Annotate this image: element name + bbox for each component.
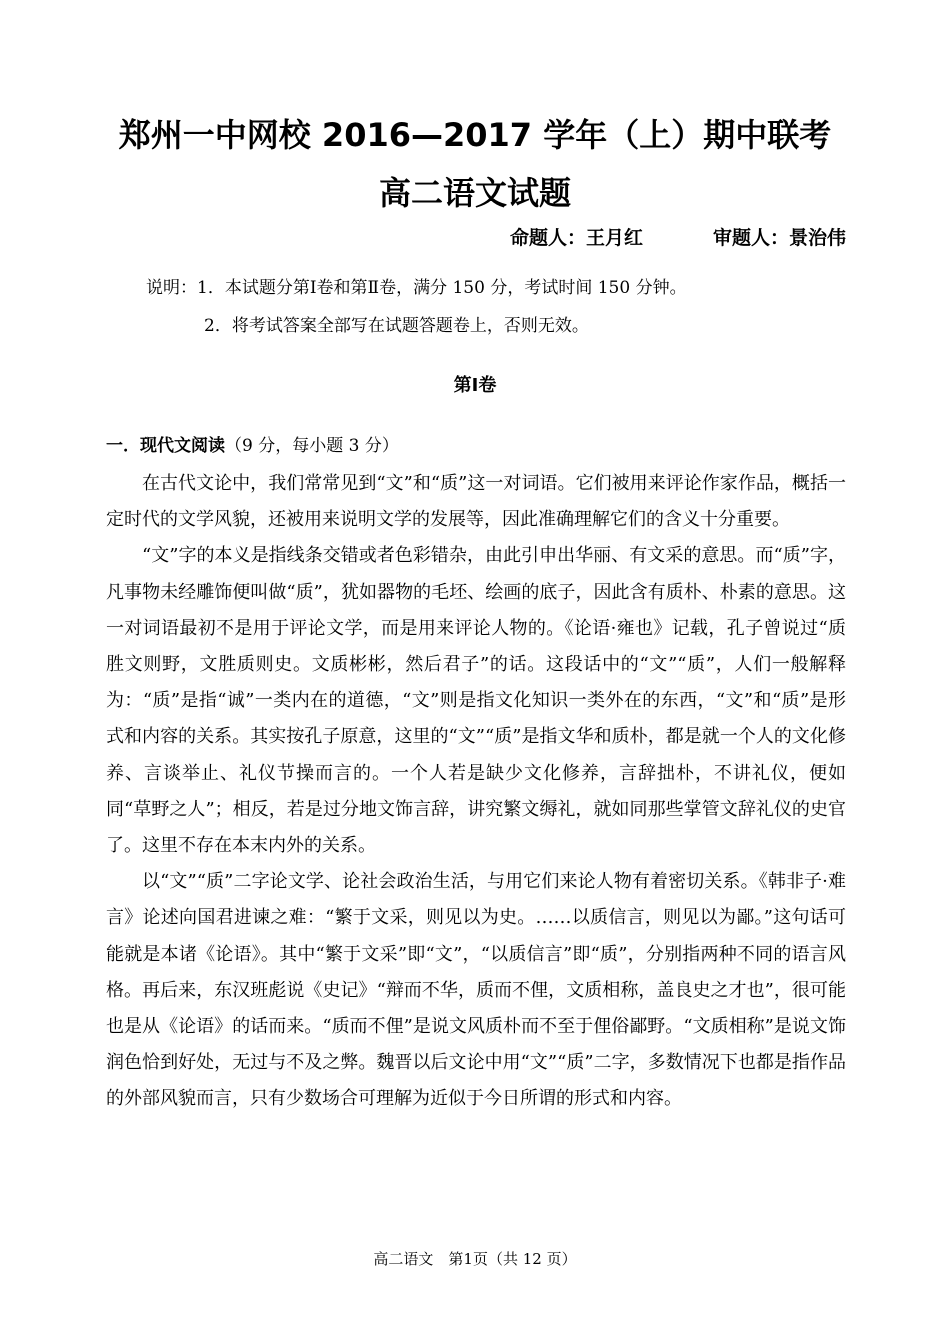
instruction-line-1: 说明：1．本试题分第Ⅰ卷和第Ⅱ卷，满分 150 分，考试时间 150 分钟。 <box>146 278 687 298</box>
reviewer: 审题人：景治伟 <box>712 227 846 249</box>
section-heading-note: （9 分，每小题 3 分） <box>225 436 399 456</box>
paragraph-3: 以“文”“质”二字论文学、论社会政治生活，与用它们来论人物有着密切关系。《韩非子·难言》论述向国君进谏之难：“繁于文采，则见以为史。……以质信言，则见以为鄙。”这句话可能就是本诸《论语》。其中“繁于文采”即“文”，“以质信言”即“质”，分别指两种不同的语言风格。再后来，东汉班彪说《史记》“辩而不华，质而不俚，文质相称，盖良史之才也”，很可能也是从《论语》的话而来。“质而不俚”是说文风质朴而不至于俚俗鄙野。“文质相称”是说文饰润色恰到好处，无过与不及之弊。魏晋以后文论中用“文”“质”二字，多数情况下也都是指作品的外部风貌而言，只有少数场合可理解为近似于今日所谓的形式和内容。 <box>106 871 846 1110</box>
volume-title: 第Ⅰ卷 <box>453 375 497 396</box>
exam-title: 郑州一中网校 2016—2017 学年（上）期中联考 <box>118 116 832 154</box>
paragraph-2: “文”字的本义是指线条交错或者色彩错杂，由此引申出华丽、有文采的意思。而“质”字，凡事物未经雕饰便叫做“质”，犹如器物的毛坯、绘画的底子，因此含有质朴、朴素的意思。这一对词语最初不是用于评论文学，而是用来评论人物的。《论语·雍也》记载，孔子曾说过“质胜文则野，文胜质则史。文质彬彬，然后君子”的话。这段话中的“文”“质”，人们一般解释为：“质”是指“诚”一类内在的道德，“文”则是指文化知识一类外在的东西，“文”和“质”是形式和内容的关系。其实按孔子原意，这里的“文”“质”是指文华和质朴，都是就一个人的文化修养、言谈举止、礼仪节操而言的。一个人若是缺少文化修养，言辞拙朴，不讲礼仪，便如同“草野之人”；相反，若是过分地文饰言辞，讲究繁文缛礼，就如同那些掌管文辞礼仪的史官了。这里不存在本末内外的关系。 <box>106 545 846 857</box>
page-footer: 高二语文 第1页（共 12 页） <box>373 1250 577 1268</box>
section-heading <box>106 432 399 460</box>
instruction-line-2: 2．将考试答案全部写在试题答题卷上，否则无效。 <box>204 316 589 336</box>
reading-passage <box>106 466 846 1118</box>
paragraph-1: 在古代文论中，我们常常见到“文”和“质”这一对词语。它们被用来评论作家作品，概括一定时代的文学风貌，还被用来说明文学的发展等，因此准确理解它们的含义十分重要。 <box>106 473 846 531</box>
proposer: 命题人：王月红 <box>509 227 643 249</box>
author-line <box>510 222 846 254</box>
section-heading-title: 一．现代文阅读 <box>106 436 225 456</box>
exam-subtitle: 高二语文试题 <box>378 174 571 212</box>
